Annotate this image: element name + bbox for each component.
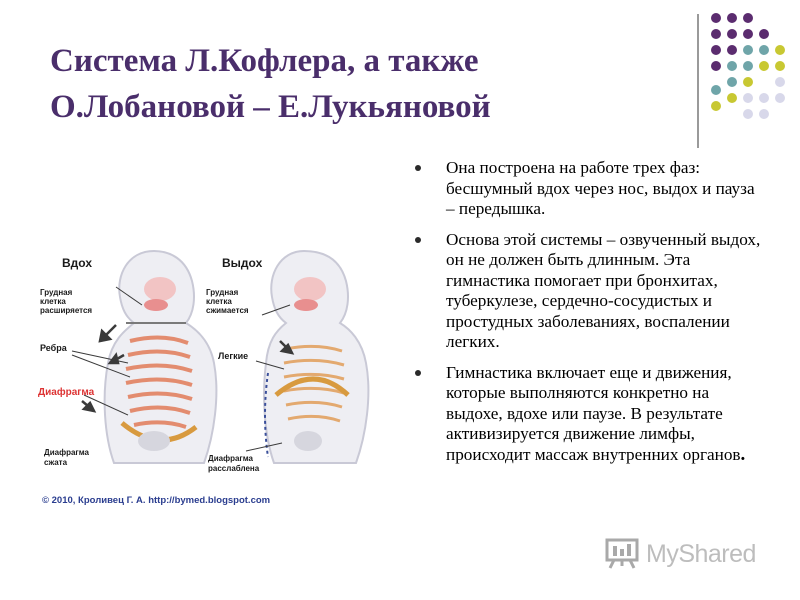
presentation-board-icon [604, 536, 640, 570]
svg-text:Грудная: Грудная [206, 288, 239, 297]
diaphragm-label: Диафрагма [38, 387, 95, 398]
svg-text:сжата: сжата [44, 458, 68, 467]
bullet-dot-icon [415, 165, 421, 171]
breathing-anatomy-illustration [36, 245, 388, 513]
myshared-watermark [604, 536, 774, 574]
title-line-2: О.Лобановой – Е.Лукьяновой [50, 89, 491, 125]
bullet-item: Основа этой системы – озвученный выдох, он не должен быть длинным. Эта гимнастика помогает при бронхитах, туберкулезе, сердечно-сосудистых и простудных заболеваниях, воспалении легких. [410, 230, 762, 353]
brand-name: MyShared [646, 540, 756, 568]
svg-text:клетка: клетка [40, 297, 66, 306]
bullet-dot-icon [415, 237, 421, 243]
bullet-item: Она построена на работе трех фаз: бесшумный вдох через нос, выдох и пауза – передышка. [410, 158, 762, 220]
bullet-list [410, 158, 762, 475]
ribs-label: Ребра [40, 343, 67, 353]
exhale-figure [264, 251, 368, 463]
slide-title [50, 38, 650, 130]
bullet-item: Гимнастика включает еще и движения, которые выполняются конкретно на выдохе, вдохе или паузе. В результате активизируется движение лимфы, происходит массаж внутренних органов. [410, 363, 762, 466]
lungs-label: Легкие [218, 351, 249, 361]
svg-text:клетка: клетка [206, 297, 232, 306]
svg-text:Диафрагма: Диафрагма [208, 454, 253, 463]
inhale-title: Вдох [62, 256, 92, 270]
svg-text:сжимается: сжимается [206, 306, 249, 315]
title-line-1: Система Л.Кофлера, а также [50, 43, 479, 79]
svg-text:Диафрагма: Диафрагма [44, 448, 89, 457]
svg-text:расслаблена: расслаблена [208, 464, 260, 473]
exhale-title: Выдох [222, 256, 263, 270]
decorative-dot-grid [710, 12, 790, 132]
svg-text:расширяется: расширяется [40, 306, 93, 315]
copyright-label: © 2010, Кроливец Г. А. http://bymed.blogspot.com [42, 495, 271, 506]
bullet-dot-icon [415, 370, 421, 376]
svg-text:Грудная: Грудная [40, 288, 73, 297]
decorative-divider [697, 14, 699, 148]
